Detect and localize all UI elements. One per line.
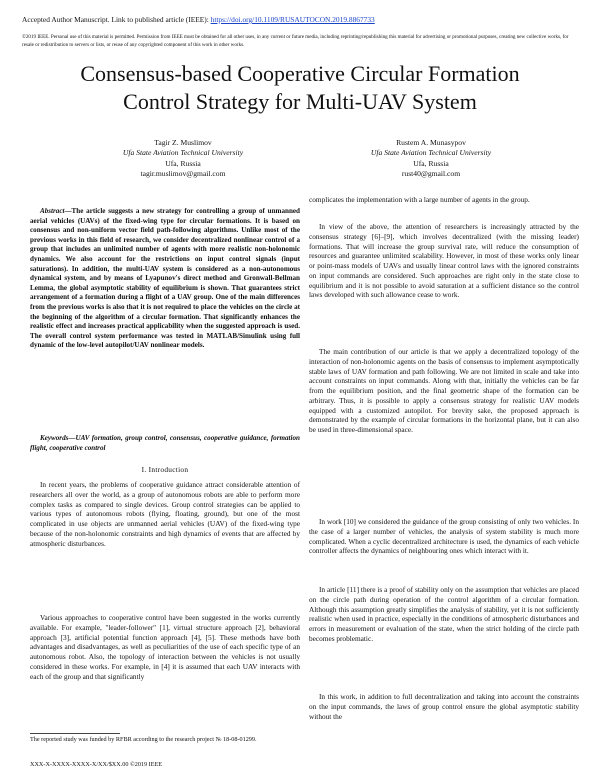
footnote-rule [30,733,120,734]
paragraph-text: In this work, in addition to full decentralization and taking into account the constraints on the input commands, the laws of group control ensure the global asymptotic stability without the [309,692,579,721]
title-line: Control Strategy for Multi-UAV System [123,89,477,114]
abstract-lead: Abstract [40,207,65,215]
author-affiliation: Ufa State Aviation Technical University [122,148,244,158]
manuscript-note: Accepted Author Manuscript. Link to published article (IEEE): [22,15,209,24]
keywords [30,434,300,453]
author-affiliation: Ufa State Aviation Technical University [370,148,492,158]
author-email: tagir.muslimov@gmail.com [140,169,226,179]
funding-footnote: The reported study was funded by RFBR according to the research project № 18-08-01299. [30,736,257,743]
intro-paragraph [30,613,300,681]
section-heading: I. Introduction [141,465,189,474]
body-paragraph [309,585,579,644]
paragraph-text: Various approaches to cooperative control have been suggested in the works currently available. For example, "leader-follower" [1], virtual structure approach [2], behavioral approach [3], artificial potential function approach [4], [5]. These methods have both advantages and disadvantages, as well as peculiarities of the use of each specific type of an autonomous robot. Also, the topology of interaction between the vehicles is not usually considered in these works. For example, in [4] it is assumed that each UAV interacts with each of the group and that significantly [30,613,300,681]
copyright-notice: ©2019 IEEE. Personal use of this material is permitted. Permission from IEEE must be obtained for all other uses, in any current or future media, including reprinting/republishing this material for advertising or promotional purposes, creating new collective works, for resale or redistribution to servers or lists, or reuse of any copyrighted component of this work in other works. [22,34,569,48]
paper-title [30,60,570,116]
author-location: Ufa, Russia [165,158,201,168]
body-paragraph [309,347,579,435]
body-paragraph [309,222,579,300]
body-paragraph [309,517,579,556]
copyright-footer: XXX-X-XXXX-XXXX-X/XX/$XX.00 ©2019 IEEE [30,761,163,768]
paragraph-text: In recent years, the problems of cooperative guidance attract considerable attention of researchers all over the world, as a group of autonomous robots are able to perform more complex tasks as compared to single devices. Group control strategies can be applied to various types of autonomous robots (flying, floating, ground), but one of the most complicated in use objects are unmanned aerial vehicles (UAV) of the fixed-wing type because of the non-holonomic constraints and high dynamics of events that are affected by atmospheric disturbances. [30,480,300,548]
author-block [58,138,308,180]
paragraph-text: In work [10] we considered the guidance of the group consisting of only two vehicles. In the case of a larger number of vehicles, the analysis of system stability is much more complicated. When a cyclic decentralized architecture is used, the dynamics of each vehicle controller affects the dynamics of neighbouring ones which interact with it. [309,517,579,556]
intro-paragraph [30,480,300,548]
keywords-text: Keywords—UAV formation, group control, consensus, cooperative guidance, formation flight, cooperative control [30,434,300,452]
title-line: Consensus-based Cooperative Circular Formation [80,61,520,86]
body-paragraph [309,692,579,721]
paragraph-text: In article [11] there is a proof of stability only on the assumption that vehicles are placed on the circle path during operation of the control algorithm of a circular formation. Although this assumption greatly simplifies the analysis of stability, yet it is not sufficiently realistic when used in practice, especially in the conditions of atmospheric disturbances and errors in measurement or evaluation of the state, when the strict holding of the circle path becomes problematic. [309,585,579,643]
abstract [30,207,300,351]
abstract-text: —The article suggests a new strategy for controlling a group of unmanned aerial vehicles (UAVs) of the fixed-wing type for circular formations. It is based on consensus and non-uniform vector field path-following algorithms. Unlike most of the previous works in this field of research, we consider decentralized nonlinear control of a group that includes an unlimited number of agents with more realistic non-holonomic dynamics. We also account for the restrictions on input control signals (input saturations). In addition, the multi-UAV system is considered as a non-autonomous dynamical system, and by means of Lyapunov's direct method and Gronwall-Bellman Lemma, the global asymptotic stability of equilibrium is shown. That guarantees strict arrangement of a formation during a flight of a UAV group. One of the main differences from the previous works is also that it is not required to place the vehicles on the circle at the beginning of the algorithm of a circular formation. That significantly enhances the realistic effect and increases practical applicability when the suggested approach is used. The overall control system performance was tested in MATLAB/Simulink using full dynamic of the low-level autopilot/UAV nonlinear models. [30,207,300,350]
manuscript-header [22,15,375,24]
paragraph-text: complicates the implementation with a large number of agents in the group. [309,195,530,204]
author-block [306,138,556,180]
author-name: Rustem A. Munasypov [396,138,466,147]
paragraph-text: The main contribution of our article is that we apply a decentralized topology of the interaction of non-holonomic agents on the basis of consensus to implement asymptotically stable laws of UAV formation and path following. We are not limited in scale and take into account constraints on input commands. Along with that, initially the vehicles can be far from the equilibrium position, and the final geometric shape of the formation can be arbitrary. Thus, it is possible to apply a consensus strategy for realistic UAV models equipped with a customized autopilot. For brevity sake, the proposed approach is demonstrated by the example of circular formations in the horizontal plane, but it can also be used in three-dimensional space. [309,347,579,434]
body-paragraph [309,195,579,205]
doi-link[interactable]: https://doi.org/10.1109/RUSAUTOCON.2019.8867733 [210,15,375,24]
author-email: rust40@gmail.com [401,169,461,179]
author-location: Ufa, Russia [413,158,449,168]
author-name: Tagir Z. Muslimov [154,138,212,147]
paragraph-text: In view of the above, the attention of researchers is increasingly attracted by the consensus strategy [6]–[9], which involves decentralized (with the missing leader) formations. That will increase the group survival rate, will reduce the consumption of resources and guarantee unlimited scalability. However, in most of these works only linear or point-mass models of UAVs and usually linear control laws with the ignored constraints on input commands are considered. Such approaches are right only in the state close to equilibrium and it is not possible to avoid saturation at a sufficient distance so the control laws developed with such allowance cease to work. [309,222,579,300]
